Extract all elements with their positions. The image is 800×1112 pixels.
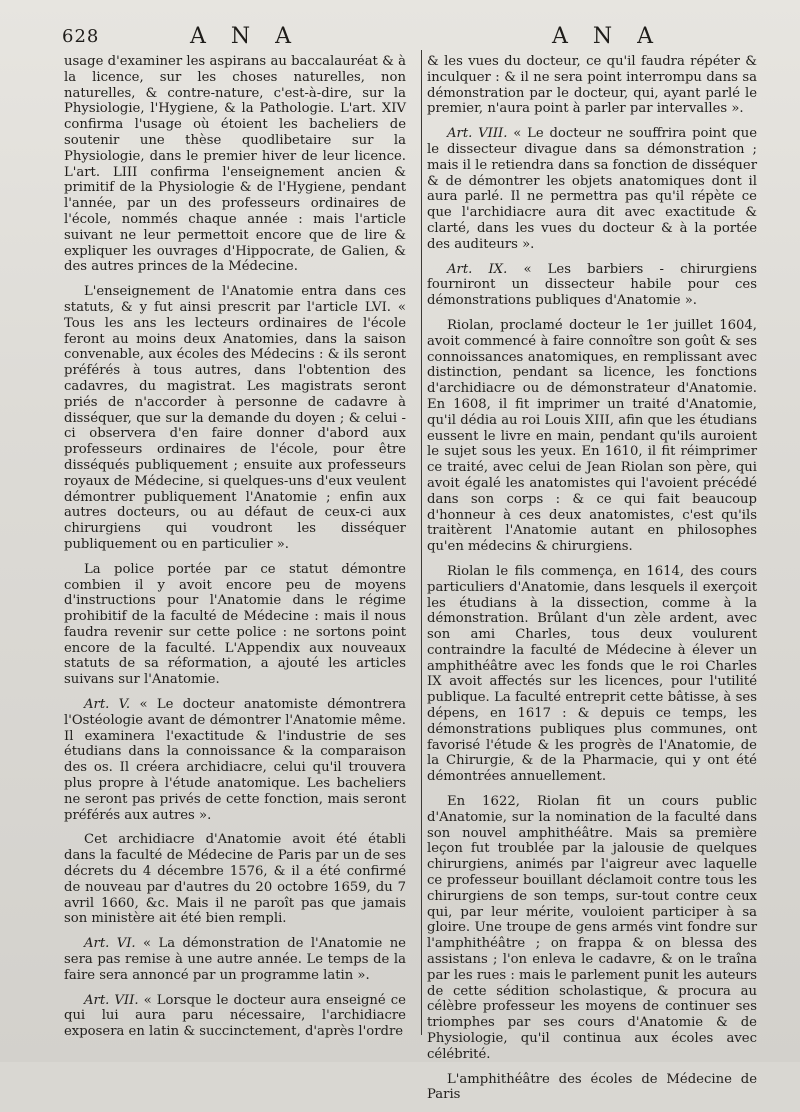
paragraph-text: « Le docteur anatomiste démontrera l'Ostéologie avant de démontrer l'Anatomie même. Il examinera l'exactitude & l'industrie de ses étudians dans la connoissance & la comparaison des os. Il créera archidiacre, celui qu'il trouvera plus propre à l'étude anatomique. Les bacheliers ne seront pas privés de cette fonction, mais seront préférés aux autres ».: [64, 697, 406, 823]
page-header: [0, 0, 800, 48]
paragraph: [427, 564, 757, 785]
paragraph-text: usage d'examiner les aspirans au baccalauréat & à la licence, sur les choses naturelles, non naturelles, & contre-nature, c'est-à-dire, sur la Physiologie, l'Hygiene, & la Pathologie. L'art. XIV confirma l'usage où étoient les bacheliers de soutenir une thèse quodlibetaire sur la Physiologie, dans le premier hiver de leur licence. L'art. LIII confirma l'enseignement ancien & primitif de la Physiologie & de l'Hygiene, pendant l'année, par un des professeurs ordinaires de l'école, nommés chaque année : mais l'article suivant ne leur permettoit encore que de lire & expliquer les ouvrages d'Hippocrate, de Galien, & des autres princes de la Médecine.: [64, 54, 406, 275]
paragraph: [427, 318, 757, 555]
page-number: 628: [62, 26, 100, 47]
paragraph: [64, 54, 406, 275]
paragraph: [427, 794, 757, 1063]
running-title-left: A N A: [190, 24, 301, 49]
paragraph-text: L'enseignement de l'Anatomie entra dans ces statuts, & y fut ainsi prescrit par l'article LVI. « Tous les ans les lecteurs ordinaires de l'école feront au moins deux Anatomies, dans la saison convenable, aux écoles des Médecins : & ils seront préférés à tous autres, dans l'obtention des cadavres, du magistrat. Les magistrats seront priés de n'accorder à personne de cadavre à disséquer, que sur la demande du doyen ; & celui - ci observera d'en faire donner d'abord aux professeurs ordinaires de l'école, pour être disséqués publiquement ; ensuite aux professeurs royaux de Médecine, si quelques-uns d'eux veulent démontrer publiquement l'Anatomie ; enfin aux autres docteurs, ou au défaut de ceux-ci aux chirurgiens qui voudront les disséquer publiquement ou en particulier ».: [64, 284, 406, 552]
running-title-right: A N A: [552, 24, 663, 49]
paragraph-text: « Le docteur ne souffrira point que le dissecteur divague dans sa démonstration ; mais il le retiendra dans sa fonction de disséquer & de démontrer les objets anatomiques dont il aura parlé. Il ne permettra pas qu'il répète ce que l'archidiacre aura dit avec exactitude & clarté, dans les vues du docteur & à la portée des auditeurs ».: [427, 126, 758, 252]
paragraph-text: En 1622, Riolan fit un cours public d'Anatomie, sur la nomination de la faculté dans son nouvel amphithéâtre. Mais sa première leçon fut troublée par la jalousie de quelques chirurgiens, animés par l'aigreur avec laquelle ce professeur bouillant déclamoit contre tous les chirurgiens de son temps, sur-tout contre ceux qui, par leur mérite, vouloient participer à sa gloire. Une troupe de gens armés vint fondre sur l'amphithéâtre ; on frappa & on blessa des assistans ; l'on enleva le cadavre, & on le traîna par les rues : mais le parlement punit les auteurs de cette sédition scholastique, & procura au célèbre professeur les moyens de continuer ses triomphes par ses cours d'Anatomie & de Physiologie, qu'il continua aux écoles avec célébrité.: [427, 794, 757, 1062]
paragraph-text: « Les barbiers - chirurgiens fourniront un dissecteur habile pour ces démonstrations publiques d'Anatomie ».: [427, 261, 757, 309]
paragraph-text: Riolan le fils commença, en 1614, des cours particuliers d'Anatomie, dans lesquels il exerçoit les étudians à la dissection, comme à la démonstration. Brûlant d'un zèle ardent, avec son ami Charles, tous deux voulurent contraindre la faculté de Médecine à élever un amphithéâtre avec les fonds que le roi Charles IX avoit affectés sur les licences, pour l'utilité publique. La faculté entreprit cette bâtisse, à ses dépens, en 1617 : & depuis ce temps, les démonstrations publiques plus communes, ont favorisé l'étude & les progrès de l'Anatomie, de la Chirurgie, & de la Pharmacie, qui y ont été démontrées annuellement.: [427, 563, 757, 785]
paragraph: [427, 54, 757, 117]
paragraph: [64, 832, 406, 927]
paragraph-text: « Lorsque le docteur aura enseigné ce qui lui aura paru nécessaire, l'archidiacre exposera en latin & succinctement, d'après l'ordre: [64, 992, 406, 1040]
paragraph-text: & les vues du docteur, ce qu'il faudra répéter & inculquer : & il ne sera point interrompu dans sa démonstration par le docteur, qui, ayant parlé le premier, n'aura point à parler par intervalles ».: [427, 54, 757, 117]
article-number: Art. VIII.: [447, 126, 508, 142]
paragraph-text: La police portée par ce statut démontre combien il y avoit encore peu de moyens d'instructions pour l'Anatomie dans le régime prohibitif de la faculté de Médecine : mais il nous faudra revenir sur cette police : ne sortons point encore de la faculté. L'Appendix aux nouveaux statuts de sa réformation, a ajouté les articles suivans sur l'Anatomie.: [64, 561, 406, 688]
article-number: Art. VII.: [84, 992, 139, 1008]
paragraph-text: Cet archidiacre d'Anatomie avoit été établi dans la faculté de Médecine de Paris par un de ses décrets du 4 décembre 1576, & il a été confirmé de nouveau par d'autres du 20 octobre 1659, du 7 avril 1660, &c. Mais il ne paroît pas que jamais son ministère ait été bien rempli.: [64, 832, 406, 927]
left-column: [64, 54, 406, 1049]
paragraph: [64, 562, 406, 688]
paragraph: [427, 1072, 757, 1104]
article-number: Art. VI.: [84, 936, 136, 952]
article-number: Art. IX.: [447, 261, 508, 277]
paragraph-text: Riolan, proclamé docteur le 1er juillet 1604, avoit commencé à faire connoître son goût & ses connoissances anatomiques, en remplissant avec distinction, pendant sa licence, les fonctions d'archidiacre ou de démonstrateur d'Anatomie. En 1608, il fit imprimer un traité d'Anatomie, qu'il dédia au roi Louis XIII, afin que les étudians eussent le livre en main, pendant qu'ils auroient le sujet sous les yeux. En 1610, il fit réimprimer ce traité, avec celui de Jean Riolan son père, qui avoit égalé les anatomistes qui l'avoient précédé dans son corps : & ce qui fait beaucoup d'honneur à ces deux anatomistes, c'est qu'ils traitèrent l'Anatomie autant en philosophes qu'en médecins & chirurgiens.: [427, 317, 757, 555]
paragraph: [64, 284, 406, 553]
article-number: Art. V.: [84, 697, 131, 713]
article-paragraph: [64, 697, 406, 823]
article-paragraph: [427, 126, 757, 252]
paragraph-text: « La démonstration de l'Anatomie ne sera pas remise à une autre année. Le temps de la faire sera annoncé par un programme latin ».: [64, 936, 406, 983]
column-divider: [421, 50, 422, 1035]
paragraph-text: L'amphithéâtre des écoles de Médecine de Paris: [427, 1071, 757, 1103]
article-paragraph: [64, 936, 406, 983]
article-paragraph: [64, 993, 406, 1040]
right-column: [427, 54, 757, 1112]
article-paragraph: [427, 262, 757, 309]
